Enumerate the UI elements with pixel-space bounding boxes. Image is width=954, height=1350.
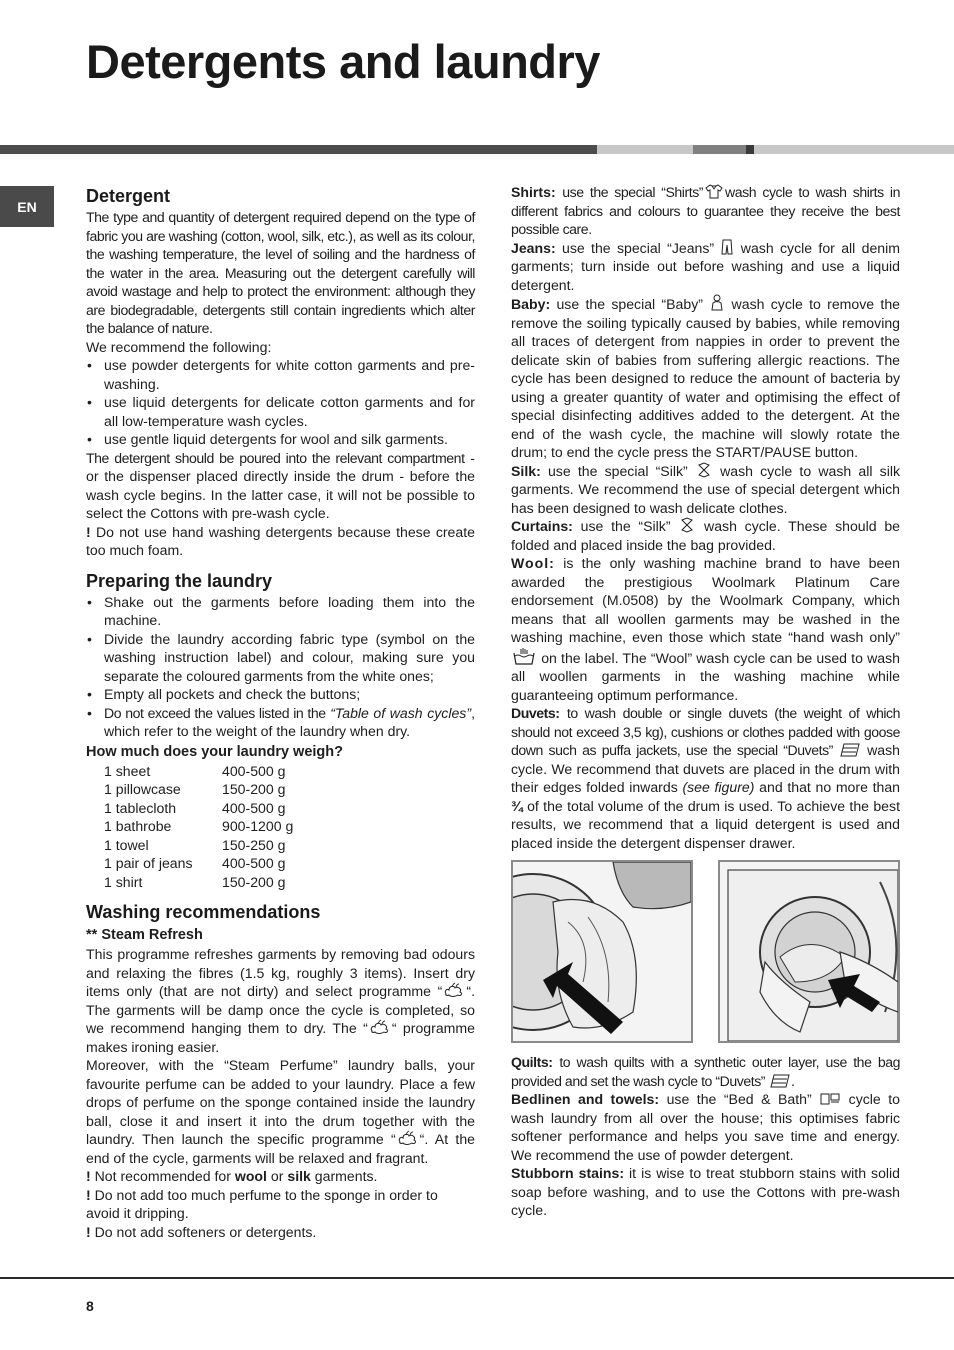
duvet-loading-illustration xyxy=(513,862,691,1041)
duvets-paragraph: Duvets: to wash double or single duvets (the weight of which should not exceed 3,5 kg), cushions or clothes padded with goose down such as puffa jackets, use the special “Duvets” wash cycle. We recommend that duvets are placed in the drum with their edges folded inwards (see figure) and that no more than ¾ of the total volume of the drum is used. To achieve the best results, we recommend that a liquid detergent is used and placed inside the detergent dispenser drawer. xyxy=(511,705,901,851)
detergent-heading: Detergent xyxy=(86,186,171,206)
stains-paragraph: Stubborn stains: it is wise to treat stubborn stains with solid soap before washing, and to use the Cottons with pre-wash cycle. xyxy=(511,1165,901,1218)
page-number: 8 xyxy=(86,1298,94,1314)
bar-segment-dark xyxy=(0,145,597,154)
weights-table xyxy=(104,762,475,892)
baby-icon xyxy=(710,294,724,311)
detergent-bullets xyxy=(86,356,475,449)
steam-note-2: ! Do not add too much perfume to the sponge in order to avoid it dripping. xyxy=(86,1186,438,1221)
baby-paragraph: Baby: use the special “Baby” wash cycle to remove the remove the soiling typically caused by babies, while removing all traces of detergent from nappies in order to prevent the delicate skin of babies from suffering allergic reactions. The cycle has been designed to reduce the amount of bacteria by using a greater quantity of water and optimising the effect of special disinfecting additives added to the detergent. At the end of the wash cycle, the machine will slowly rotate the drum; to end the cycle press the START/PAUSE button. xyxy=(511,296,900,460)
table-reference: “Table of wash cycles” xyxy=(330,704,472,721)
page-title: Detergents and laundry xyxy=(86,35,600,88)
bar-segment-mid xyxy=(693,145,746,154)
steam-refresh-icon xyxy=(443,982,465,998)
detergent-compartment: The detergent should be poured into the relevant compartment - or the dispenser placed directly inside the drum - before the wash cycle begins. In the latter case, it will not be possible to select the Cottons with pre-wash cycle. xyxy=(86,449,475,521)
silk-icon xyxy=(679,517,695,533)
list-item: • use liquid detergents for delicate cotton garments and for all low-temperature wash cycles. xyxy=(86,393,475,430)
duvet-loading-photo-1 xyxy=(511,860,693,1043)
left-column xyxy=(86,184,475,1241)
table-row: 1 towel 150-250 g xyxy=(104,836,286,853)
bar-segment-light xyxy=(597,145,693,154)
preparing-heading: Preparing the laundry xyxy=(86,570,273,591)
title-color-bar xyxy=(0,145,954,154)
detergent-recommend: We recommend the following: xyxy=(86,338,272,355)
table-row: 1 sheet 400-500 g xyxy=(104,762,286,779)
duvet-icon xyxy=(770,1074,790,1088)
list-item: • Shake out the garments before loading them into the machine. xyxy=(86,593,475,630)
duvet-loading-photo-2 xyxy=(718,860,900,1043)
bed-and-bath-icon xyxy=(820,1092,840,1106)
language-tab: EN xyxy=(0,186,54,227)
steam-paragraph-2: Moreover, with the “Steam Perfume” laundry balls, your favourite perfume can be added to your laundry. Place a few drops of perfume on the sponge contained inside the laundry ball, close it and insert it into the drum together with the laundry. Then launch the specific programme “ “. At the end of the cycle, garments will be relaxed and fragrant. xyxy=(86,1057,476,1166)
jeans-paragraph: Jeans: use the special “Jeans” wash cycle for all denim garments; turn inside out before washing and use a liquid detergent. xyxy=(511,239,901,293)
duvet-figures xyxy=(511,860,900,1043)
shirt-icon xyxy=(704,184,724,199)
steam-paragraph-1: This programme refreshes garments by removing bad odours and relaxing the fibres (1.5 kg, roughly 3 items). Insert dry items only (that are not dirty) and select programme “ “. The garments will be damp once the cycle is completed, so we recommend hanging them to dry. The “ “ programme makes ironing easier. xyxy=(86,946,475,1055)
steam-heading: ** Steam Refresh xyxy=(86,927,203,943)
table-row: 1 pair of jeans 400-500 g xyxy=(104,855,286,871)
hand-wash-icon xyxy=(512,647,536,665)
detergent-intro: The type and quantity of detergent required depend on the type of fabric you are washing (cotton, wool, silk, etc.), as well as its colour, the washing temperature, the level of soiling and the hardness of the water in the area. Measuring out the detergent carefully will avoid wastage and help to protect the environment: although they are biodegradable, detergents still contain ingredients which alter the balance of nature. xyxy=(86,209,475,336)
list-item: • use powder detergents for white cotton garments and pre-washing. xyxy=(86,356,475,393)
shirts-paragraph: Shirts: use the special “Shirts” wash cycle to wash shirts in different fabrics and colours to guarantee they receive the best possible care. xyxy=(511,184,900,237)
silk-icon xyxy=(696,462,712,478)
bedlinen-paragraph: Bedlinen and towels: use the “Bed & Bath” cycle to wash laundry from all over the house; this optimises fabric softener performance and helps you save time and energy. We recommend the use of powder detergent. xyxy=(511,1091,901,1163)
table-row: 1 bathrobe 900-1200 g xyxy=(104,818,294,834)
table-row: 1 shirt 150-200 g xyxy=(104,873,286,890)
preparing-bullets xyxy=(86,593,475,741)
curtains-paragraph: Curtains: use the “Silk” wash cycle. These should be folded and placed inside the bag provided. xyxy=(511,518,901,553)
duvet-edges-illustration xyxy=(720,862,898,1041)
steam-note-3: ! Do not add softeners or detergents. xyxy=(86,1223,317,1240)
steam-refresh-icon xyxy=(369,1019,391,1035)
table-row: 1 pillowcase 150-200 g xyxy=(104,781,286,797)
detergent-warning: ! Do not use hand washing detergents because these create too much foam. xyxy=(86,523,475,558)
duvet-icon xyxy=(840,743,860,757)
silk-paragraph: Silk: use the special “Silk” wash cycle to wash all silk garments. We recommend the use of special detergent which has been designed to wash delicate clothes. xyxy=(511,462,901,516)
list-item: • Divide the laundry according fabric type (symbol on the washing instruction label) and colour, making sure you separate the coloured garments from the white ones; xyxy=(86,630,475,686)
list-item: • Empty all pockets and check the buttons; xyxy=(86,685,475,704)
footer-rule xyxy=(0,1277,954,1279)
right-column xyxy=(511,183,900,1220)
washing-heading: Washing recommendations xyxy=(86,902,321,922)
quilts-paragraph: Quilts: to wash quilts with a synthetic outer layer, use the bag provided and set the wash cycle to “Duvets” . xyxy=(511,1054,900,1089)
bar-segment-dark-small xyxy=(746,145,754,154)
table-row: 1 tablecloth 400-500 g xyxy=(104,799,286,816)
steam-refresh-icon xyxy=(397,1130,419,1146)
list-item: • use gentle liquid detergents for wool and silk garments. xyxy=(86,430,475,449)
wool-paragraph: Wool: is the only washing machine brand to have been awarded the prestigious Woolmark Platinum Care endorsement (M.0508) by the Woolmark Company, which means that all woollen garments may be washed in the washing machine, even those which state “hand wash only” on the label. The “Wool” wash cycle can be used to wash all woollen garments in the washing machine while guaranteeing optimum performance. xyxy=(511,555,901,703)
list-item: • Do not exceed the values listed in the “Table of wash cycles”, which refer to the weight of the laundry when dry. xyxy=(86,704,475,741)
weigh-heading: How much does your laundry weigh? xyxy=(86,743,343,760)
steam-note-1: ! Not recommended for wool or silk garments. xyxy=(86,1168,378,1184)
warning-mark: ! xyxy=(86,523,91,540)
bar-segment-light-end xyxy=(754,145,954,154)
jeans-icon xyxy=(721,239,733,255)
